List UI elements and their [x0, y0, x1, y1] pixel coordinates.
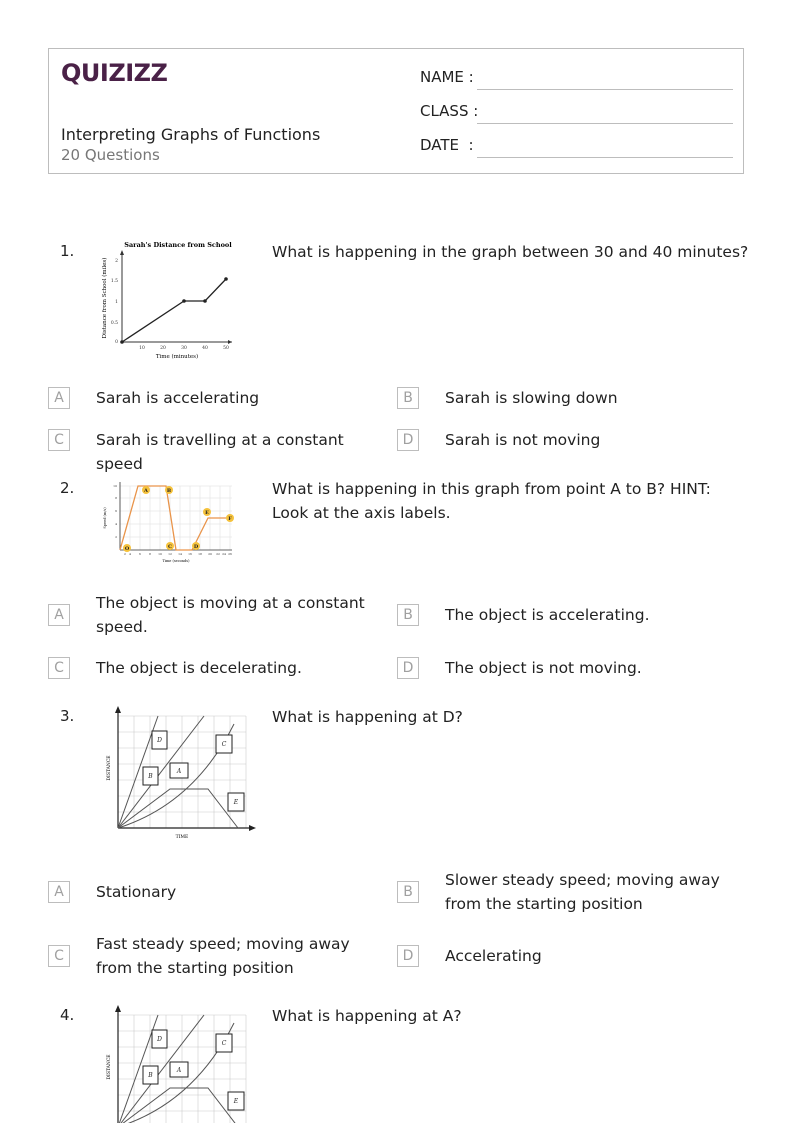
class-label: CLASS : [420, 102, 479, 120]
label-c: C [221, 741, 227, 748]
question-1-graph [98, 238, 238, 362]
x-tick: 30 [181, 346, 187, 351]
x-tick: 6 [139, 552, 141, 556]
x-tick: 12 [168, 552, 172, 556]
option-text[interactable]: Sarah is travelling at a constant speed [96, 431, 344, 473]
option-box[interactable]: A [48, 604, 70, 626]
y-axis-label: DISTANCE [107, 755, 112, 781]
option-text[interactable]: Sarah is accelerating [96, 389, 260, 407]
worksheet-title: Interpreting Graphs of Functions [61, 125, 321, 144]
x-axis-label: Time (seconds) [162, 559, 190, 563]
x-tick: 2 [124, 552, 126, 556]
x-tick: 10 [158, 552, 162, 556]
x-tick: 10 [139, 346, 145, 351]
option-text[interactable]: The object is not moving. [445, 659, 642, 677]
question-2-graph [100, 478, 238, 566]
class-line[interactable] [477, 123, 733, 124]
x-tick: 26 [228, 552, 232, 556]
question-2-number: 2. [60, 479, 75, 497]
question-3-text: What is happening at D? [272, 708, 463, 726]
point-label: F [228, 516, 232, 522]
point-label: E [205, 510, 209, 516]
option-text[interactable]: Stationary [96, 883, 177, 901]
y-tick: 2 [115, 259, 118, 264]
question-count: 20 Questions [61, 146, 160, 164]
question-3-number: 3. [60, 707, 75, 725]
option-box[interactable]: B [397, 387, 419, 409]
label-d: D [157, 1036, 162, 1043]
question-4-graph [104, 1003, 260, 1123]
question-4-text: What is happening at A? [272, 1007, 462, 1025]
question-4-number: 4. [60, 1006, 75, 1024]
option-box[interactable]: A [48, 881, 70, 903]
option-text[interactable]: Sarah is slowing down [445, 389, 618, 407]
option-text[interactable]: Sarah is not moving [445, 431, 601, 449]
label-e: E [233, 799, 239, 806]
x-tick: 20 [208, 552, 212, 556]
option-text[interactable]: The object is accelerating. [445, 606, 650, 624]
date-line[interactable] [477, 157, 733, 158]
option-box[interactable]: D [397, 657, 419, 679]
y-tick: 0.5 [110, 321, 118, 326]
question-2-text: What is happening in this graph from point A to B? HINT: Look at the axis labels. [272, 480, 711, 522]
x-tick: 50 [223, 346, 229, 351]
label-b: B [148, 1072, 153, 1079]
option-box[interactable]: B [397, 881, 419, 903]
date-label: DATE : [420, 136, 474, 154]
name-label: NAME : [420, 68, 474, 86]
point-label: A [144, 488, 148, 494]
distance-line [122, 279, 226, 342]
point-label: D [193, 544, 199, 550]
option-text[interactable]: Accelerating [445, 947, 542, 965]
y-tick: 2 [115, 535, 117, 539]
option-box[interactable]: B [397, 604, 419, 626]
label-c: C [221, 1040, 227, 1047]
x-axis-label: Time (minutes) [155, 354, 199, 360]
label-e: E [233, 1098, 239, 1105]
option-text[interactable]: The object is decelerating. [96, 659, 302, 677]
y-tick: 0 [115, 340, 118, 345]
name-line[interactable] [477, 89, 733, 90]
point-label: O [124, 546, 130, 552]
question-3-graph [104, 704, 260, 842]
worksheet-header [48, 48, 744, 174]
label-a: A [176, 1067, 182, 1074]
y-tick: 6 [115, 509, 117, 513]
x-tick: 8 [149, 552, 151, 556]
y-axis-label: DISTANCE [107, 1054, 112, 1080]
y-tick: 1 [115, 300, 118, 305]
x-tick: 22 [216, 552, 220, 556]
graph-title: Sarah's Distance from School [124, 241, 232, 249]
y-tick: 1.5 [110, 279, 118, 284]
option-box[interactable]: C [48, 945, 70, 967]
quizizz-logo: QUIZIZZ [61, 59, 168, 87]
label-d: D [157, 737, 162, 744]
option-text[interactable]: Fast steady speed; moving away from the starting position [96, 935, 350, 977]
x-tick: 20 [160, 346, 166, 351]
option-box[interactable]: D [397, 945, 419, 967]
x-tick: 14 [178, 552, 182, 556]
y-tick: 4 [115, 522, 117, 526]
label-a: A [176, 768, 182, 775]
question-1-text: What is happening in the graph between 30 and 40 minutes? [272, 243, 749, 261]
y-axis-label: Speed (m/s) [103, 507, 107, 529]
question-1-number: 1. [60, 242, 75, 260]
option-text[interactable]: Slower steady speed; moving away from the starting position [445, 871, 720, 913]
y-axis-label: Distance from School (miles) [102, 257, 108, 339]
option-box[interactable]: A [48, 387, 70, 409]
option-box[interactable]: D [397, 429, 419, 451]
point-label: B [166, 488, 172, 494]
x-tick: 16 [188, 552, 192, 556]
label-b: B [148, 773, 153, 780]
option-box[interactable]: C [48, 657, 70, 679]
x-tick: 4 [129, 552, 131, 556]
option-box[interactable]: C [48, 429, 70, 451]
option-text[interactable]: The object is moving at a constant speed. [96, 594, 365, 636]
y-tick: 8 [115, 496, 117, 500]
x-tick: 24 [222, 552, 226, 556]
point-label: C [168, 544, 172, 550]
x-tick: 18 [198, 552, 202, 556]
x-tick: 40 [202, 346, 208, 351]
x-axis-label: TIME [175, 835, 189, 840]
y-tick: 10 [113, 484, 117, 488]
